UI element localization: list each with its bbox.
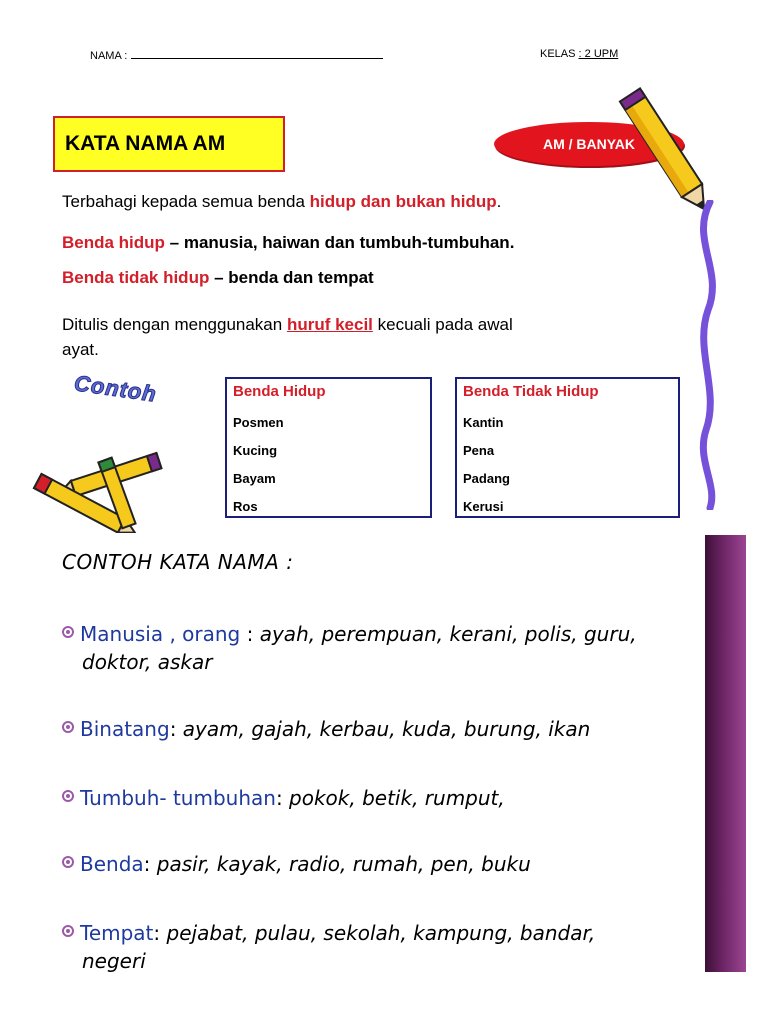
intro-line-3: Benda tidak hidup – benda dan tempat (62, 268, 374, 287)
intro-line-5: ayat. (62, 340, 99, 359)
kelas-field (540, 48, 618, 60)
list-item: Benda: pasir, kayak, radio, rumah, pen, buku (62, 850, 742, 878)
title-box: KATA NAMA AM (53, 116, 285, 172)
table-benda-hidup (225, 377, 432, 518)
nama-field (90, 48, 383, 62)
table-header: Benda Tidak Hidup (463, 383, 599, 400)
table-header: Benda Hidup (233, 383, 326, 400)
table-benda-tidak-hidup (455, 377, 680, 518)
purple-side-bar (705, 535, 746, 972)
bullet-icon (62, 790, 74, 802)
table-row: Padang (463, 471, 510, 486)
nama-blank-line (131, 48, 383, 59)
crossed-pencils-icon (22, 448, 172, 533)
intro-line-2: Benda hidup – manusia, haiwan dan tumbuh-tumbuhan. (62, 233, 515, 252)
am-banyak-badge: AM / BANYAK (494, 122, 684, 166)
bullet-icon (62, 626, 74, 638)
intro-line-4: Ditulis dengan menggunakan huruf kecil kecuali pada awal (62, 315, 513, 334)
table-row: Kucing (233, 443, 278, 458)
kelas-value: : 2 UPM (578, 48, 619, 60)
contoh-wordart: Contoh (72, 370, 159, 407)
table-row: Pena (463, 443, 495, 458)
nama-label: NAMA : (90, 50, 128, 62)
table-row: Kantin (463, 415, 504, 430)
bullet-icon (62, 925, 74, 937)
kelas-label: KELAS (540, 48, 576, 60)
table-row: Bayam (233, 471, 276, 486)
list-item: Tumbuh- tumbuhan: pokok, betik, rumput, (62, 784, 742, 812)
purple-squiggle (688, 200, 728, 510)
bullet-icon (62, 721, 74, 733)
list-item: Tempat: pejabat, pulau, sekolah, kampung, bandar, negeri (62, 919, 742, 975)
table-row: Kerusi (463, 499, 504, 514)
table-row: Posmen (233, 415, 284, 430)
list-item: Binatang: ayam, gajah, kerbau, kuda, burung, ikan (62, 715, 742, 743)
bullet-icon (62, 856, 74, 868)
list-item: Manusia , orang : ayah, perempuan, kerani, polis, guru, doktor, askar (62, 620, 742, 676)
table-row: Ros (233, 499, 258, 514)
intro-line-1: Terbahagi kepada semua benda hidup dan bukan hidup. (62, 192, 502, 211)
section-title: CONTOH KATA NAMA : (62, 550, 294, 574)
